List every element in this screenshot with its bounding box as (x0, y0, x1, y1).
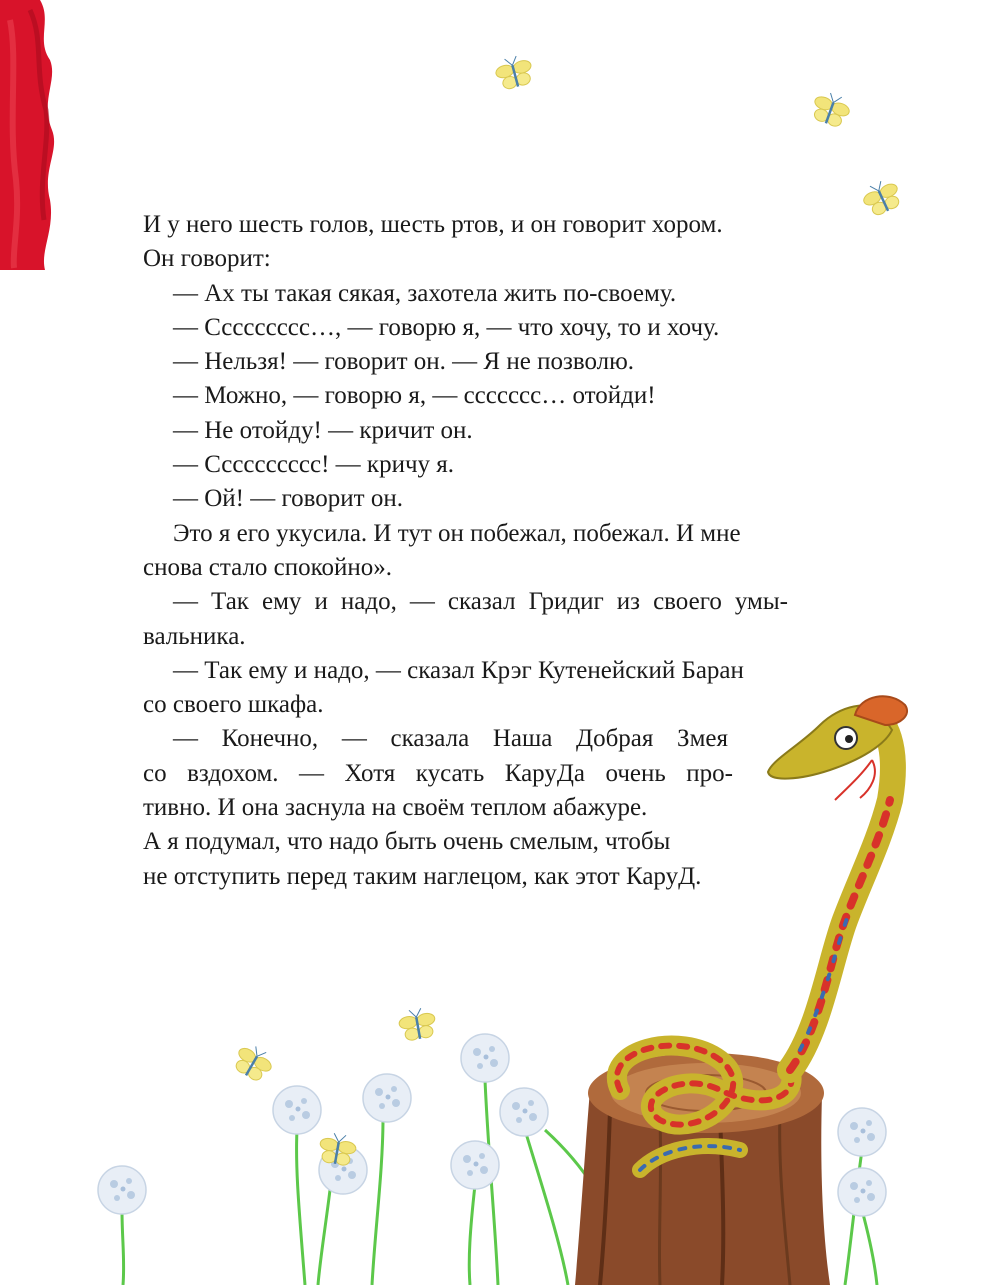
dandelion (461, 1034, 509, 1082)
butterfly-icon (809, 89, 853, 130)
text-line: — Ах ты такая сякая, захотела жить по-своему. (173, 279, 677, 307)
text-line: — Ссссссссс…, — говорю я, — что хочу, то и хочу. (173, 313, 720, 341)
text-line: — Ой! — говорит он. (173, 485, 403, 513)
text-line: со вздохом. — Хотя кусать КаруДа очень про- (143, 759, 733, 787)
butterfly-icon (859, 176, 904, 218)
butterfly-icon (230, 1040, 276, 1084)
text-line: Он говорит: (143, 245, 271, 273)
text-line: тивно. И она заснула на своём теплом абажуре. (143, 794, 648, 822)
dandelion (273, 1086, 321, 1134)
text-line: — Так ему и надо, — сказал Крэг Кутенейский Баран (173, 656, 744, 684)
text-line: — Так ему и надо, — сказал Гридиг из своего умы- (173, 588, 788, 616)
dandelion (451, 1141, 499, 1189)
text-line: — Сссссссссс! — кричу я. (173, 451, 455, 479)
butterfly-icon (493, 53, 536, 91)
text-line: со своего шкафа. (143, 691, 324, 719)
butterfly-icon (397, 1006, 438, 1042)
text-line: вальника. (143, 622, 246, 650)
dandelion (838, 1168, 886, 1216)
text-line: снова стало спокойно». (143, 553, 393, 581)
dandelion (838, 1108, 886, 1156)
dandelion (363, 1074, 411, 1122)
text-line: — Конечно, — сказала Наша Добрая Змея (173, 725, 728, 753)
text-line: И у него шесть голов, шесть ртов, и он говорит хором. (143, 211, 723, 238)
text-line: А я подумал, что надо быть очень смелым, чтобы (143, 828, 671, 856)
text-line: — Не отойду! — кричит он. (173, 416, 473, 444)
dandelion (500, 1088, 548, 1136)
text-line: не отступить перед таким наглецом, как этот КаруД. (143, 862, 702, 890)
text-line: Это я его укусила. И тут он побежал, побежал. И мне (173, 519, 741, 547)
text-line: — Можно, — говорю я, — ссссссс… отойди! (173, 382, 656, 410)
dandelion (98, 1166, 146, 1214)
text-line: — Нельзя! — говорит он. — Я не позволю. (173, 348, 635, 376)
